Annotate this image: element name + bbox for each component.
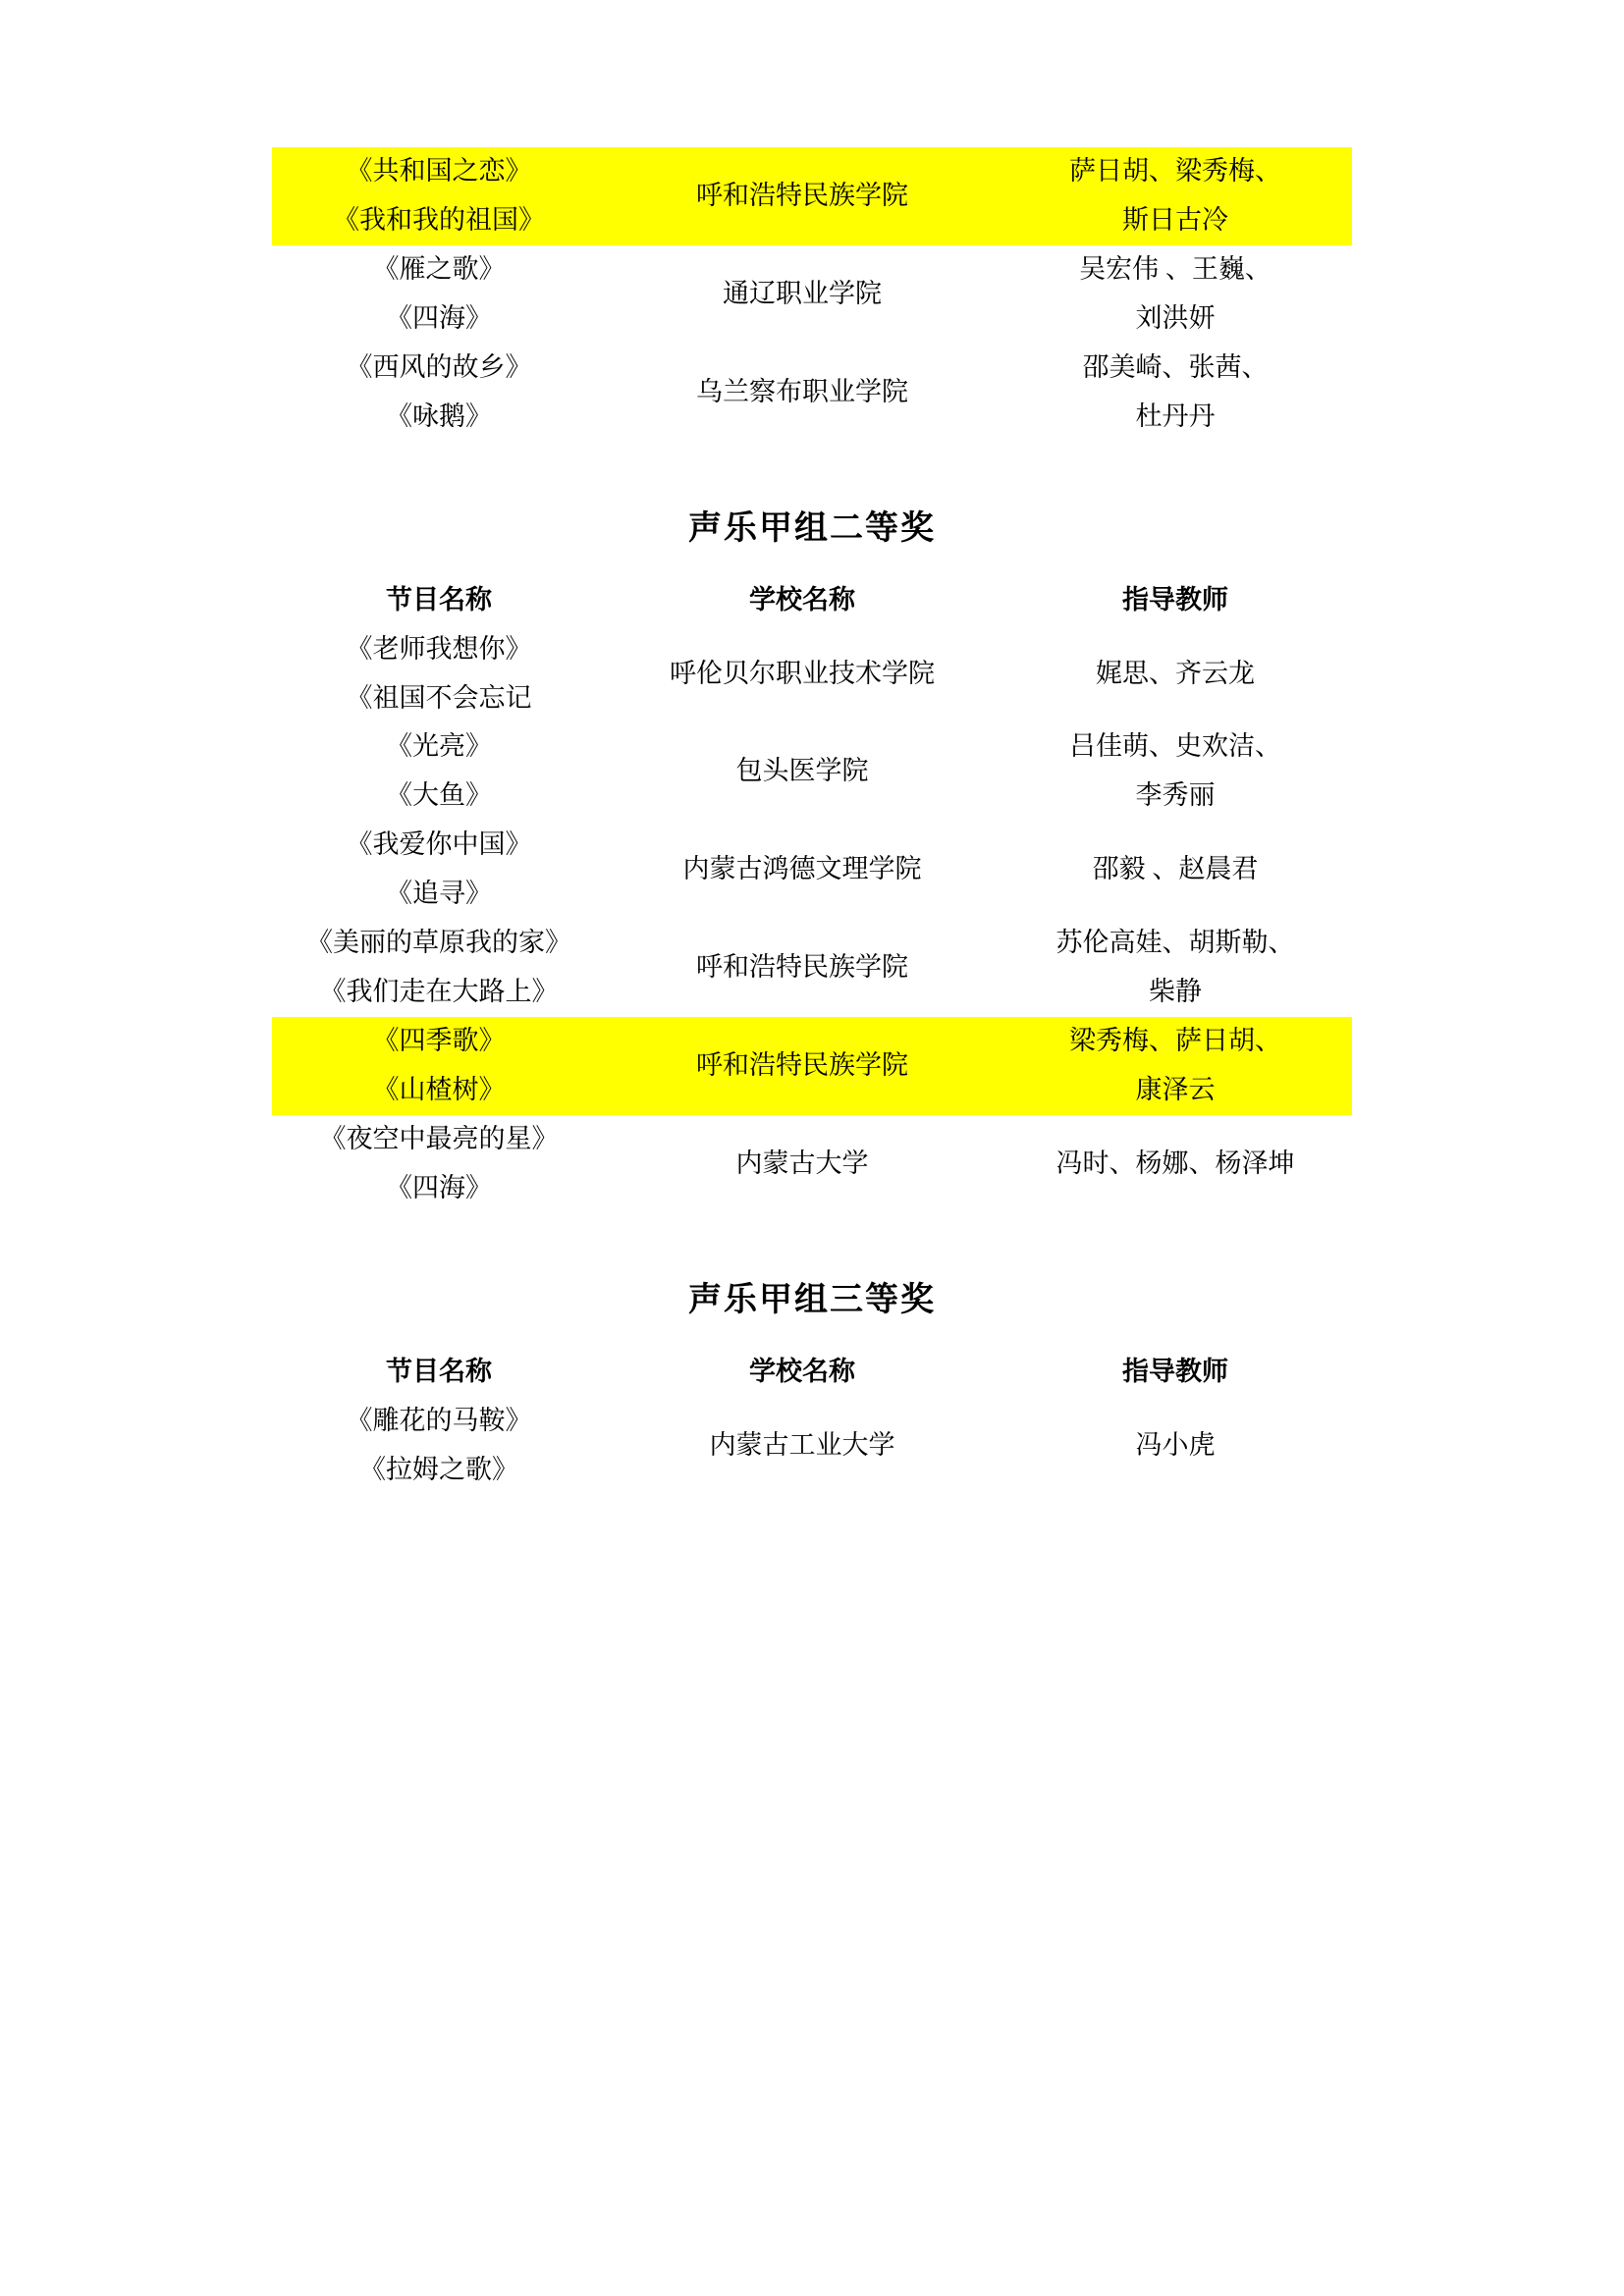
program-name-line: 《共和国之恋》 bbox=[346, 156, 532, 186]
school-name bbox=[606, 919, 999, 1017]
school-name-line: 通辽职业学院 bbox=[723, 278, 882, 308]
section-title: 声乐甲组三等奖 bbox=[688, 1281, 936, 1318]
award-section-third-prize bbox=[272, 1213, 1352, 1495]
teacher-name bbox=[999, 147, 1352, 245]
program-name-line: 《我们走在大路上》 bbox=[319, 977, 559, 1007]
school-name bbox=[606, 821, 999, 919]
school-name bbox=[606, 625, 999, 723]
teacher-name-line: 邵美崎、张茜、 bbox=[1082, 351, 1269, 382]
table-header-row bbox=[272, 576, 1352, 625]
teacher-name-line: 吴宏伟 、王巍、 bbox=[1079, 253, 1272, 284]
table-row bbox=[272, 821, 1352, 919]
school-name-line: 内蒙古鸿德文理学院 bbox=[682, 854, 922, 884]
program-name bbox=[272, 147, 606, 245]
program-name bbox=[272, 245, 606, 344]
program-name-line: 《美丽的草原我的家》 bbox=[306, 928, 571, 958]
program-name bbox=[272, 625, 606, 723]
table-row bbox=[272, 919, 1352, 1017]
teacher-name-line: 吕佳萌、史欢洁、 bbox=[1069, 731, 1281, 762]
table-row bbox=[272, 1115, 1352, 1213]
award-section-continued-first-prize bbox=[272, 147, 1352, 442]
table-header-row bbox=[272, 1348, 1352, 1397]
program-name-line: 《拉姆之歌》 bbox=[359, 1454, 518, 1484]
school-name-line: 呼和浩特民族学院 bbox=[696, 1050, 908, 1081]
teacher-name-line: 刘洪妍 bbox=[1135, 302, 1216, 333]
program-name-line: 《大鱼》 bbox=[386, 780, 492, 811]
school-name bbox=[606, 147, 999, 245]
school-name bbox=[606, 344, 999, 442]
school-name-line: 呼和浩特民族学院 bbox=[696, 952, 908, 983]
school-name-line: 呼和浩特民族学院 bbox=[696, 180, 908, 210]
program-name-line: 《追寻》 bbox=[386, 879, 492, 909]
program-name bbox=[272, 1115, 606, 1213]
teacher-name-line: 杜丹丹 bbox=[1135, 400, 1216, 431]
teacher-name-line: 柴静 bbox=[1149, 977, 1202, 1007]
program-name-line: 《西风的故乡》 bbox=[346, 351, 532, 382]
table-row bbox=[272, 1017, 1352, 1115]
program-name-line: 《四海》 bbox=[386, 302, 492, 333]
teacher-name-line: 冯时、杨娜、杨泽坤 bbox=[1056, 1148, 1295, 1178]
school-name-line: 乌兰察布职业学院 bbox=[696, 376, 908, 406]
school-name-line: 呼伦贝尔职业技术学院 bbox=[670, 658, 935, 688]
teacher-name-line: 邵毅 、赵晨君 bbox=[1092, 854, 1259, 884]
sections-container bbox=[196, 147, 1428, 1495]
teacher-name bbox=[999, 1115, 1352, 1213]
program-name bbox=[272, 1397, 606, 1495]
school-name bbox=[606, 1397, 999, 1495]
awards-table bbox=[272, 147, 1352, 442]
table-row bbox=[272, 245, 1352, 344]
table-row bbox=[272, 1397, 1352, 1495]
teacher-name bbox=[999, 821, 1352, 919]
program-name-line: 《咏鹅》 bbox=[386, 400, 492, 431]
award-section-second-prize bbox=[272, 442, 1352, 1213]
program-name bbox=[272, 821, 606, 919]
program-name bbox=[272, 344, 606, 442]
teacher-name-line: 苏伦高娃、胡斯勒、 bbox=[1056, 928, 1295, 958]
teacher-name bbox=[999, 1017, 1352, 1115]
column-header-school: 学校名称 bbox=[749, 584, 855, 614]
teacher-name bbox=[999, 1397, 1352, 1495]
column-header-teacher: 指导教师 bbox=[1122, 584, 1228, 614]
program-name-line: 《老师我想你》 bbox=[346, 633, 532, 664]
column-header-program: 节目名称 bbox=[386, 1356, 492, 1386]
table-row bbox=[272, 147, 1352, 245]
school-name bbox=[606, 1115, 999, 1213]
school-name-line: 内蒙古工业大学 bbox=[709, 1429, 895, 1460]
table-row bbox=[272, 625, 1352, 723]
program-name-line: 《四海》 bbox=[386, 1172, 492, 1202]
teacher-name-line: 康泽云 bbox=[1135, 1075, 1216, 1104]
teacher-name bbox=[999, 245, 1352, 344]
teacher-name-line: 娓思、齐云龙 bbox=[1096, 658, 1255, 688]
teacher-name-line: 梁秀梅、萨日胡、 bbox=[1069, 1026, 1281, 1056]
table-row bbox=[272, 722, 1352, 821]
program-name-line: 《雁之歌》 bbox=[372, 253, 506, 284]
teacher-name bbox=[999, 344, 1352, 442]
teacher-name-line: 冯小虎 bbox=[1135, 1429, 1216, 1460]
school-name bbox=[606, 1017, 999, 1115]
column-header-school: 学校名称 bbox=[749, 1356, 855, 1386]
teacher-name bbox=[999, 919, 1352, 1017]
program-name-line: 《我和我的祖国》 bbox=[333, 204, 545, 235]
awards-table bbox=[272, 576, 1352, 1213]
teacher-name-line: 斯日古冷 bbox=[1122, 204, 1228, 235]
program-name-line: 《光亮》 bbox=[386, 731, 492, 762]
school-name bbox=[606, 245, 999, 344]
program-name-line: 《雕花的马鞍》 bbox=[346, 1405, 532, 1435]
section-title: 声乐甲组二等奖 bbox=[688, 509, 936, 547]
program-name-line: 《我爱你中国》 bbox=[346, 829, 532, 860]
program-name bbox=[272, 722, 606, 821]
column-header-teacher: 指导教师 bbox=[1122, 1356, 1228, 1386]
program-name-line: 《山楂树》 bbox=[372, 1075, 506, 1104]
program-name-line: 《夜空中最亮的星》 bbox=[319, 1123, 559, 1153]
teacher-name bbox=[999, 625, 1352, 723]
program-name-line: 《四季歌》 bbox=[372, 1026, 506, 1056]
teacher-name-line: 李秀丽 bbox=[1135, 780, 1216, 811]
program-name-line: 《祖国不会忘记 bbox=[346, 682, 532, 713]
program-name bbox=[272, 1017, 606, 1115]
teacher-name bbox=[999, 722, 1352, 821]
awards-table bbox=[272, 1348, 1352, 1495]
teacher-name-line: 萨日胡、梁秀梅、 bbox=[1069, 156, 1281, 186]
column-header-program: 节目名称 bbox=[386, 584, 492, 614]
school-name-line: 包头医学院 bbox=[735, 756, 869, 786]
school-name bbox=[606, 722, 999, 821]
table-row bbox=[272, 344, 1352, 442]
school-name-line: 内蒙古大学 bbox=[735, 1148, 869, 1178]
program-name bbox=[272, 919, 606, 1017]
